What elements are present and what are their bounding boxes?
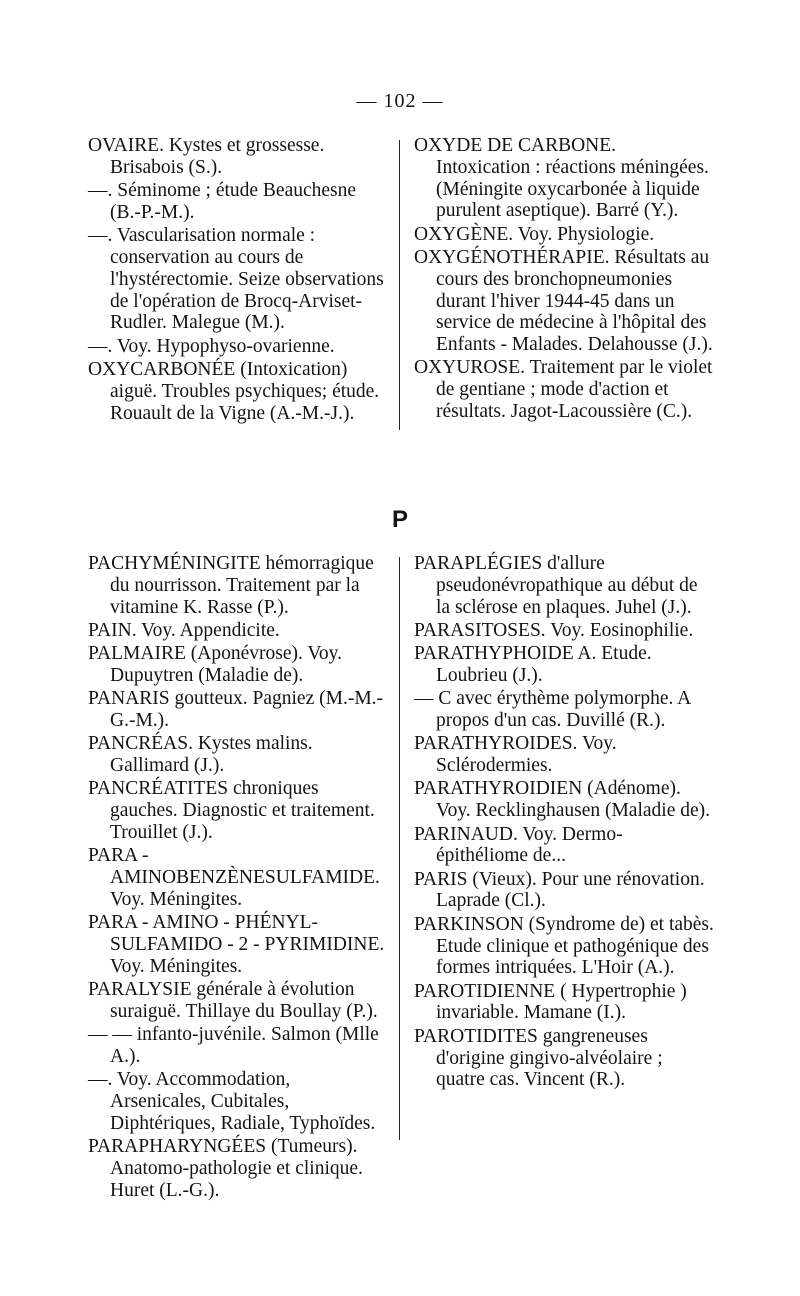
index-entry: — C avec érythème polymorphe. A propos d'un cas. Duvillé (R.). [414,688,691,732]
index-entry: OXYCARBONÉE (Intoxication) aiguë. Troubles psychiques; étude. Rouault de la Vigne (A.-M.-J.). [88,358,380,424]
column-divider [399,140,400,430]
index-entry: PARAPHARYNGÉES (Tumeurs). Anatomo-pathologie et clinique. Huret (L.-G.). [88,1136,363,1201]
index-entry: PARA - AMINO - PHÉNYL-SULFAMIDO - 2 - PYRIMIDINE. Voy. Méningites. [88,912,385,977]
index-column-bottom-left [88,553,388,1203]
index-entry: PARIS (Vieux). Pour une rénovation. Laprade (Cl.). [414,868,705,912]
index-entry: —. Voy. Hypophyso-ovarienne. [88,335,335,357]
index-entry: — — infanto-juvénile. Salmon (Mlle A.). [88,1024,379,1068]
index-entry: PARA - AMINOBENZÈNESULFAMIDE. Voy. Méningites. [88,845,380,910]
section-letter: P [391,506,408,533]
index-entry: —. Vascularisation normale : conservation au cours de l'hystérectomie. Seize observations de l'opération de Brocq-Arviset-Rudler. Malegue (M.). [88,225,384,334]
index-entry: PAIN. Voy. Appendicite. [88,619,280,641]
index-entry: PANCRÉATITES chroniques gauches. Diagnostic et traitement. Trouillet (J.). [88,778,375,844]
index-column-top-left [88,135,388,426]
page-number: — 102 — [356,90,444,112]
index-entry: PARATHYPHOIDE A. Etude. Loubrieu (J.). [414,643,652,686]
index-column-top-right [414,135,714,424]
index-entry: —. Voy. Accommodation, Arsenicales, Cubitales, Diphtériques, Radiale, Typhoïdes. [88,1069,376,1134]
index-entry: PAROTIDIENNE ( Hypertrophie ) invariable. Mamane (I.). [414,980,687,1024]
index-entry: PANARIS goutteux. Pagniez (M.-M.-G.-M.). [88,688,384,732]
index-entry: PALMAIRE (Aponévrose). Voy. Dupuytren (Maladie de). [88,643,343,686]
index-entry: PARASITOSES. Voy. Eosinophilie. [414,619,694,641]
index-entry: PARAPLÉGIES d'allure pseudonévropathique au début de la sclérose en plaques. Juhel (J.). [414,553,698,618]
index-entry: PARINAUD. Voy. Dermo-épithéliome de... [414,823,623,867]
index-entry: OVAIRE. Kystes et grossesse. Brisabois (S.). [88,135,325,178]
index-entry: OXYGÈNE. Voy. Physiologie. [414,223,655,245]
index-entry: PANCRÉAS. Kystes malins. Gallimard (J.). [88,733,313,777]
index-entry: PAROTIDITES gangreneuses d'origine gingivo-alvéolaire ; quatre cas. Vincent (R.). [414,1025,663,1091]
index-entry: OXYDE DE CARBONE. Intoxication : réactions méningées. (Méningite oxycarbonée à liquide purulent aseptique). Barré (Y.). [414,135,709,222]
index-entry: —. Séminome ; étude Beauchesne (B.-P.-M.). [88,180,357,223]
index-entry: OXYGÉNOTHÉRAPIE. Résultats au cours des bronchopneumonies durant l'hiver 1944-45 dans un service de médecine à l'hôpital des Enfants - Malades. Delahousse (J.). [414,246,713,356]
index-entry: PARALYSIE générale à évolution suraiguë. Thillaye du Boullay (P.). [88,979,378,1022]
index-entry: PACHYMÉNINGITE hémorragique du nourrisson. Traitement par la vitamine K. Rasse (P.). [88,553,374,618]
index-entry: PARATHYROIDES. Voy. Sclérodermies. [414,733,617,777]
index-entry: OXYUROSE. Traitement par le violet de gentiane ; mode d'action et résultats. Jagot-Lacoussière (C.). [414,357,713,423]
column-divider [399,557,400,1140]
index-column-bottom-right [414,553,714,1093]
index-entry: PARATHYROIDIEN (Adénome). Voy. Recklinghausen (Maladie de). [414,778,711,822]
index-entry: PARKINSON (Syndrome de) et tabès. Etude clinique et pathogénique des formes intriquées. L'Hoir (A.). [414,913,714,979]
